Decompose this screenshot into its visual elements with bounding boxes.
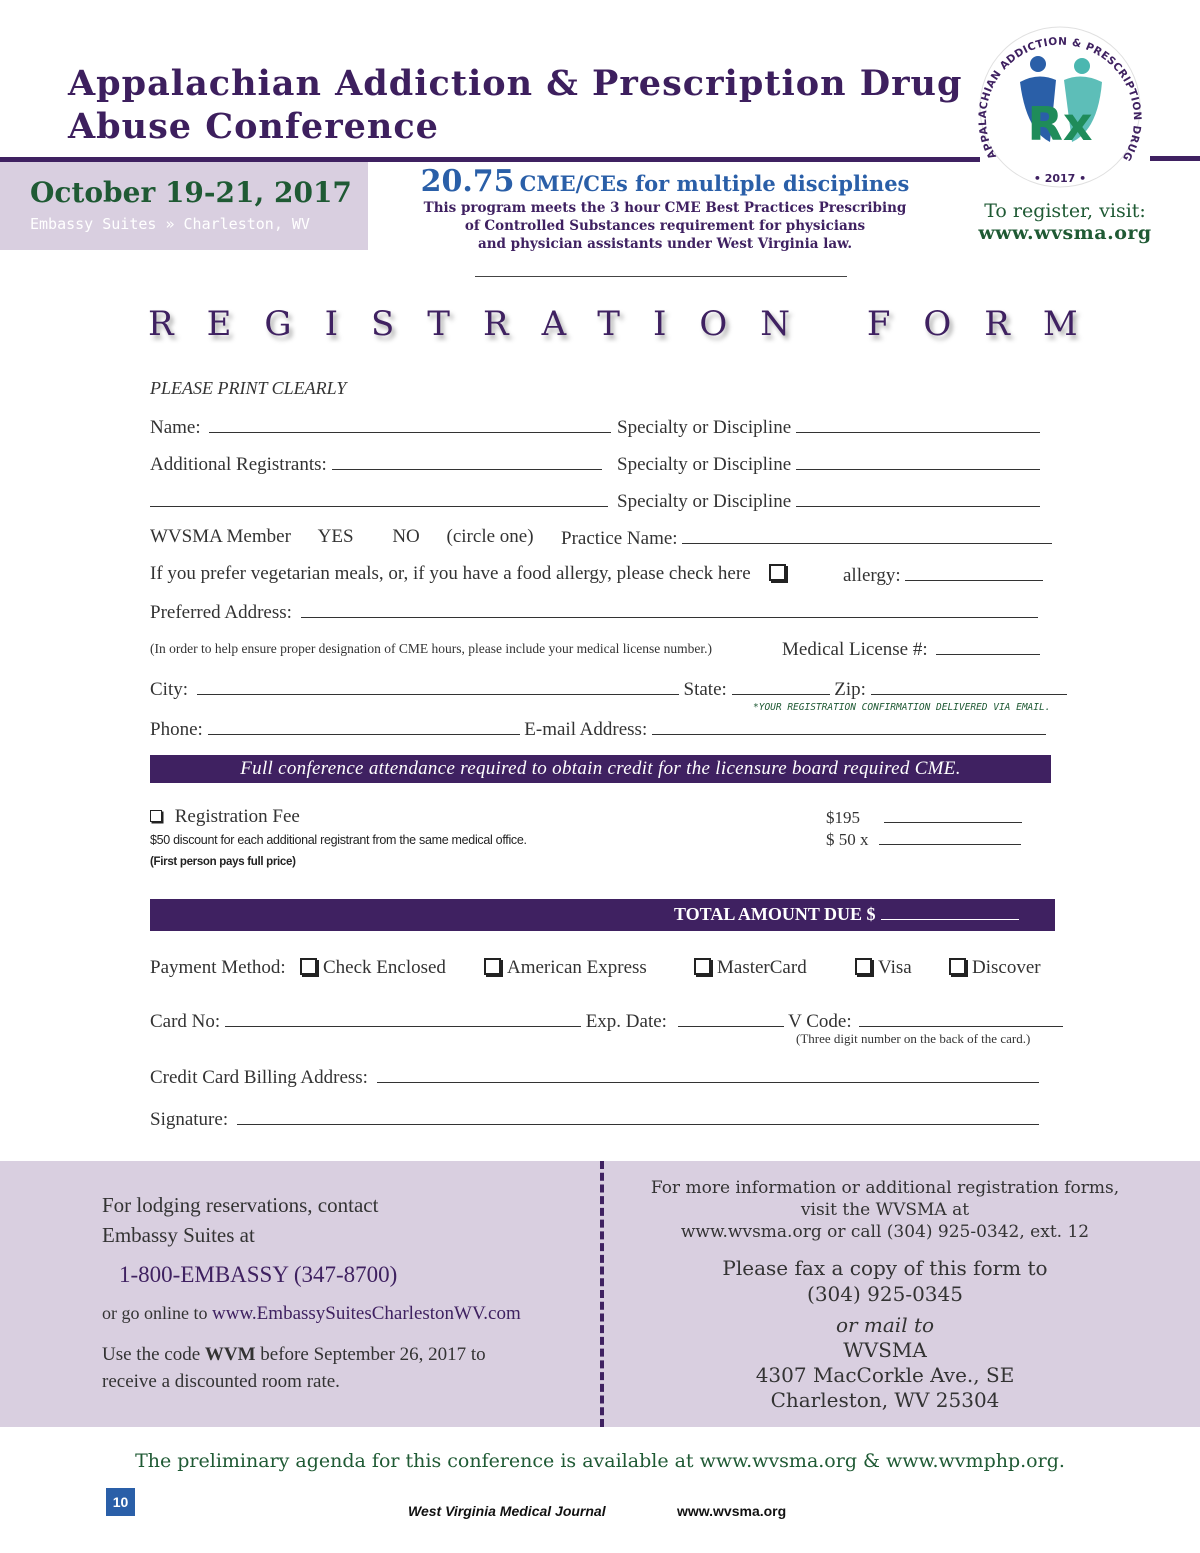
fee-first-person: (First person pays full price) [150, 856, 296, 868]
discover-label: Discover [972, 957, 1041, 978]
check-enclosed-label: Check Enclosed [323, 957, 446, 978]
cme-desc-line3: and physician assistants under West Virginia law. [477, 236, 853, 252]
additional-field-1[interactable] [332, 452, 602, 470]
page-number: 10 [112, 1494, 129, 1510]
practice-label: Practice Name: [561, 528, 678, 549]
attendance-note: Full conference attendance required to obtain credit for the licensure board required CME. [240, 758, 961, 779]
contact-fax-line1: Please fax a copy of this form to [722, 1256, 1048, 1280]
cme-desc-line1: This program meets the 3 hour CME Best Practices Prescribing [423, 200, 907, 216]
zip-label: Zip: [834, 679, 866, 700]
specialty-field-1[interactable] [796, 415, 1040, 433]
license-label: Medical License #: [782, 639, 928, 660]
american-express-label: American Express [507, 957, 647, 978]
billing-row [150, 1065, 1039, 1089]
name-label: Name: [150, 417, 201, 438]
specialty-field-3[interactable] [796, 489, 1040, 507]
fee-price-row [826, 808, 1022, 828]
total-field[interactable] [881, 903, 1019, 920]
lodging-code: WVM [204, 1344, 256, 1365]
allergy-row [843, 563, 1043, 587]
conference-title-line2: Abuse Conference [68, 106, 439, 147]
form-title: REGISTRATION FORM [148, 304, 1111, 344]
contact-info-line1: For more information or additional registration forms, [650, 1178, 1120, 1198]
payment-option-visa[interactable] [855, 957, 912, 979]
signature-row [150, 1107, 1039, 1131]
specialty-label: Specialty or Discipline [617, 491, 792, 512]
conference-title-line1: Appalachian Addiction & Prescription Drug [68, 63, 963, 104]
member-no[interactable]: NO [392, 526, 420, 547]
american-express-checkbox[interactable] [484, 958, 501, 975]
mastercard-label: MasterCard [717, 957, 807, 978]
register-block [955, 200, 1175, 244]
specialty-row-3 [617, 489, 1040, 513]
state-label: State: [683, 679, 727, 700]
payment-option-discover[interactable] [949, 957, 1041, 979]
address-label: Preferred Address: [150, 602, 292, 623]
specialty-label: Specialty or Discipline [617, 417, 792, 438]
event-date: October 19-21, 2017 [30, 176, 352, 209]
name-field[interactable] [209, 415, 611, 433]
date-block [0, 162, 368, 250]
lodging-code-line2: receive a discounted room rate. [102, 1371, 340, 1392]
license-row [782, 637, 1040, 661]
lodging-online-url[interactable]: www.EmbassySuitesCharlestonWV.com [212, 1303, 521, 1324]
total-bar [150, 899, 1055, 931]
payment-option-mastercard[interactable] [694, 957, 807, 979]
cme-text: CME/CEs for multiple disciplines [519, 171, 910, 196]
license-field[interactable] [936, 637, 1040, 655]
contact-mail-line3: 4307 MacCorkle Ave., SE [755, 1363, 1015, 1387]
card-number-field[interactable] [225, 1009, 581, 1027]
fee-row [150, 806, 300, 828]
additional-row [150, 452, 602, 476]
billing-field[interactable] [377, 1065, 1039, 1083]
signature-field[interactable] [237, 1107, 1039, 1125]
billing-label: Credit Card Billing Address: [150, 1067, 368, 1088]
lodging-line1: For lodging reservations, contact [102, 1193, 379, 1217]
info-panel-divider [600, 1161, 604, 1427]
register-label: To register, visit: [984, 200, 1146, 222]
logo-rx-mark: Rx [1027, 97, 1093, 151]
vcode-field[interactable] [859, 1009, 1063, 1027]
lodging-code-suffix: before September 26, 2017 to [260, 1344, 486, 1365]
address-field[interactable] [301, 600, 1038, 618]
license-note: (In order to help ensure proper designation of CME hours, please include your medical license number.) [150, 641, 712, 656]
event-venue: Embassy Suites » Charleston, WV [30, 215, 310, 233]
logo-year: • 2017 • [1033, 172, 1087, 185]
contact-fax-line2: (304) 925-0345 [807, 1282, 963, 1306]
total-label: TOTAL AMOUNT DUE $ [674, 904, 876, 924]
vegetarian-checkbox[interactable] [769, 564, 786, 581]
name-row [150, 415, 611, 439]
journal-name: West Virginia Medical Journal [408, 1503, 606, 1519]
fee-price-field[interactable] [884, 808, 1022, 823]
additional-field-2[interactable] [150, 489, 608, 507]
exp-date-field[interactable] [678, 1009, 784, 1027]
specialty-label: Specialty or Discipline [617, 454, 792, 475]
card-row [150, 1009, 1063, 1033]
city-row [150, 677, 1067, 701]
footer-url[interactable]: www.wvsma.org [677, 1503, 787, 1519]
city-label: City: [150, 679, 189, 700]
check-enclosed-checkbox[interactable] [300, 958, 317, 975]
zip-field[interactable] [871, 677, 1067, 695]
lodging-code-prefix: Use the code [102, 1344, 201, 1365]
phone-label: Phone: [150, 719, 203, 740]
allergy-field[interactable] [905, 563, 1043, 581]
contact-mail-line4: Charleston, WV 25304 [770, 1388, 1000, 1412]
email-field[interactable] [652, 717, 1046, 735]
email-confirmation-note: *YOUR REGISTRATION CONFIRMATION DELIVERED VIA EMAIL. [753, 702, 1051, 713]
agenda-note: The preliminary agenda for this conference is available at www.wvsma.org & www.wvmphp.org. [135, 1450, 1065, 1472]
city-field[interactable] [197, 677, 679, 695]
print-note: PLEASE PRINT CLEARLY [150, 378, 347, 398]
member-label: WVSMA Member [150, 526, 291, 547]
fee-price: $195 [826, 808, 860, 827]
circle-one-note: (circle one) [446, 526, 534, 547]
additional-label: Additional Registrants: [150, 454, 327, 475]
phone-row [150, 717, 1046, 741]
member-row [150, 526, 534, 548]
vcode-note: (Three digit number on the back of the card.) [796, 1031, 1031, 1046]
member-yes[interactable]: YES [317, 526, 354, 547]
card-label: Card No: [150, 1011, 221, 1032]
payment-option-check[interactable] [300, 957, 446, 979]
contact-info-line2: visit the WVSMA at [800, 1200, 970, 1220]
specialty-row-2 [617, 452, 1040, 476]
lodging-online-prefix: or go online to [102, 1303, 208, 1323]
contact-info-line3: www.wvsma.org or call (304) 925-0342, ext. 12 [680, 1222, 1090, 1242]
logo-ring-text: APPALACHIAN ADDICTION & PRESCRIPTION DRUG [976, 35, 1144, 164]
phone-field[interactable] [208, 717, 520, 735]
fee-label: Registration Fee [174, 806, 300, 827]
lodging-line2: Embassy Suites at [102, 1223, 255, 1247]
signature-label: Signature: [150, 1109, 229, 1130]
specialty-field-2[interactable] [796, 452, 1040, 470]
exp-label: Exp. Date: [585, 1011, 667, 1032]
email-label: E-mail Address: [524, 719, 648, 740]
additional-row-2 [150, 489, 608, 513]
attendance-bar [150, 755, 1051, 783]
contact-block [610, 1177, 1160, 1413]
total-row [674, 903, 1019, 925]
vegetarian-row [150, 563, 792, 585]
vcode-label: V Code: [788, 1011, 852, 1032]
visa-checkbox[interactable] [855, 958, 872, 975]
address-row [150, 600, 1038, 624]
vegetarian-label: If you prefer vegetarian meals, or, if you have a food allergy, please check here [150, 563, 751, 584]
discover-checkbox[interactable] [949, 958, 966, 975]
lodging-phone: 1-800-EMBASSY (347-8700) [119, 1262, 398, 1287]
fee-additional-row [826, 830, 1021, 850]
allergy-label: allergy: [843, 565, 901, 586]
practice-field[interactable] [682, 526, 1052, 544]
fee-checkbox[interactable] [150, 810, 162, 822]
specialty-row-1 [617, 415, 1040, 439]
conference-title [68, 62, 962, 148]
header-rule-right [1150, 156, 1200, 161]
register-url[interactable]: www.wvsma.org [978, 222, 1152, 244]
fee-additional-field[interactable] [879, 830, 1021, 845]
conference-logo [960, 12, 1160, 192]
state-field[interactable] [732, 677, 830, 695]
contact-mail-line1: or mail to [835, 1313, 935, 1337]
cme-divider [475, 276, 847, 277]
fee-additional: $ 50 x [826, 830, 869, 849]
cme-block [380, 164, 950, 253]
cme-number: 20.75 [420, 164, 515, 199]
payment-option-amex[interactable] [484, 957, 647, 979]
practice-row [561, 526, 1052, 550]
cme-desc-line2: of Controlled Substances requirement for physicians [464, 218, 866, 234]
mastercard-checkbox[interactable] [694, 958, 711, 975]
contact-mail-line2: WVSMA [843, 1338, 927, 1362]
lodging-block [102, 1190, 582, 1395]
fee-discount: $50 discount for each additional registrant from the same medical office. [150, 833, 527, 847]
visa-label: Visa [878, 957, 912, 978]
page-number-badge [106, 1488, 135, 1516]
payment-label: Payment Method: [150, 957, 286, 978]
